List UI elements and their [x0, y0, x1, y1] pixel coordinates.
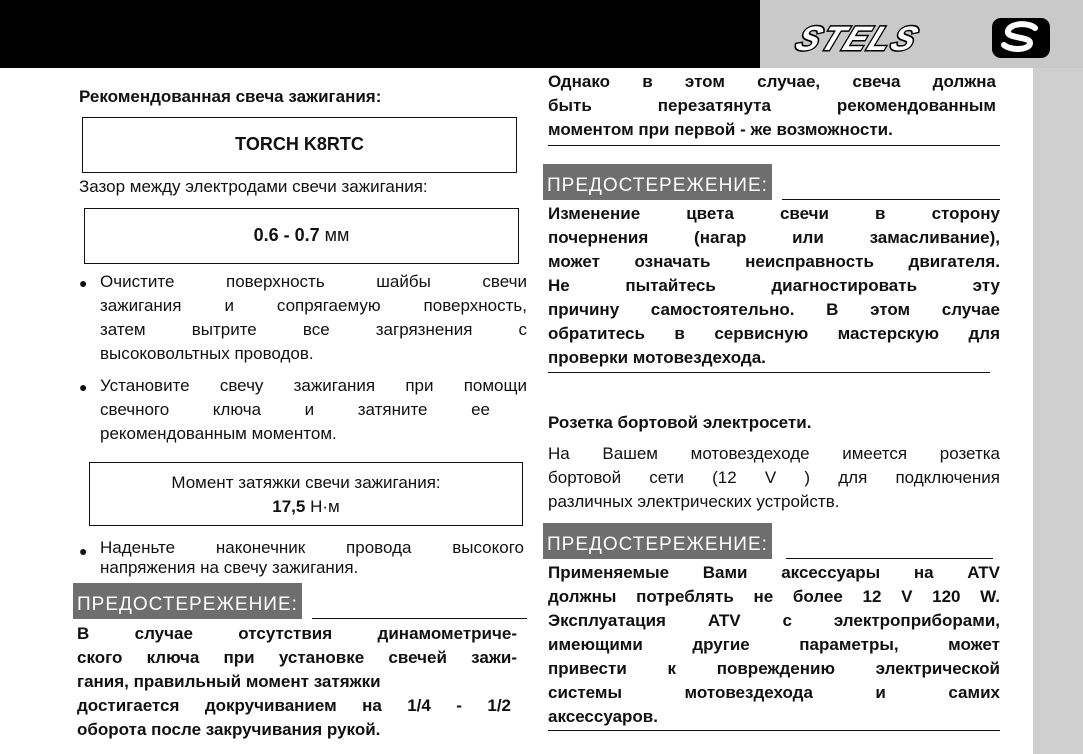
divider: [782, 199, 1000, 200]
torque-heading: Момент затяжки свечи зажигания:: [171, 473, 441, 492]
socket-heading: Розетка бортовой электросети.: [548, 413, 812, 432]
gap-value: 0.6 - 0.7: [253, 225, 320, 245]
warning-header-right-2: [543, 523, 993, 559]
divider: [548, 145, 1000, 146]
bullet-dot: ●: [79, 379, 88, 395]
spark-plug-model: TORCH K8RTC: [235, 134, 364, 154]
bullet-install-text: Установите свечу зажигания при помощи свечного ключа и затяните ее рекомендованным моментом.: [100, 376, 527, 443]
divider: [786, 558, 993, 559]
warning-text-right-1: Изменение цвета свечи в сторону почернения (нагар или замасливание), может означать неисправность двигателя. Не пытайтесь диагностировать эту причину самостоятельно. В этом случае обратитесь в сервисную мастерскую для проверки мотовездехода.: [548, 204, 1000, 367]
warning-text-right-2: Применяемые Вами аксессуары на ATV должны потреблять не более 12 V 120 W. Эксплуатация ATV с электроприборами, имеющими другие параметры, может привести к повреждению электрической системы мотовездехода и самих аксессуаров.: [548, 563, 1000, 726]
warning-label: ПРЕДОСТЕРЕЖЕНИЕ:: [543, 164, 772, 200]
divider: [312, 618, 527, 619]
spark-plug-heading: Рекомендованная свеча зажигания:: [79, 87, 382, 106]
warning-label: ПРЕДОСТЕРЕЖЕНИЕ:: [73, 583, 302, 619]
bullet-dot: ●: [79, 275, 88, 291]
warning-text-left: В случае отсутствия динамометриче- ского ключа при установке свечей зажи- гания, правильный момент затяжки достигается докручиванием на 1/4 - 1/2 оборота после закручивания рукой.: [77, 624, 517, 739]
stels-logo: [778, 14, 1058, 62]
warning-header-right-1: [543, 164, 1000, 200]
header-black-bar: [0, 0, 760, 68]
svg-text:STELS: STELS: [790, 20, 926, 58]
warning-label: ПРЕДОСТЕРЕЖЕНИЕ:: [543, 523, 772, 559]
torque-unit: Н·м: [310, 497, 340, 516]
gap-value-box: [84, 208, 519, 264]
divider: [548, 372, 990, 373]
divider: [548, 730, 1000, 731]
bullet-cap-text: Наденьте наконечник провода высокого напряжения на свечу зажигания.: [100, 538, 524, 577]
gap-heading: Зазор между электродами свечи зажигания:: [79, 177, 428, 196]
gap-unit: мм: [324, 225, 350, 245]
page-edge-bar: [1033, 68, 1083, 754]
socket-text: На Вашем мотовездеходе имеется розетка бортовой сети (12 V ) для подключения различных электрических устройств.: [548, 444, 1000, 511]
bullet-clean-text: Очистите поверхность шайбы свечи зажигания и сопрягаемую поверхность, затем вытрите все загрязнения с высоковольтных проводов.: [100, 272, 527, 363]
intro-text: Однако в этом случае, свеча должна быть перезатянута рекомендованным моментом при первой - же возможности.: [548, 72, 996, 139]
spark-plug-model-box: [82, 117, 517, 173]
torque-box: [89, 462, 523, 526]
torque-value: 17,5: [272, 497, 306, 516]
warning-header-left: [73, 583, 527, 619]
bullet-dot: ●: [79, 543, 88, 559]
